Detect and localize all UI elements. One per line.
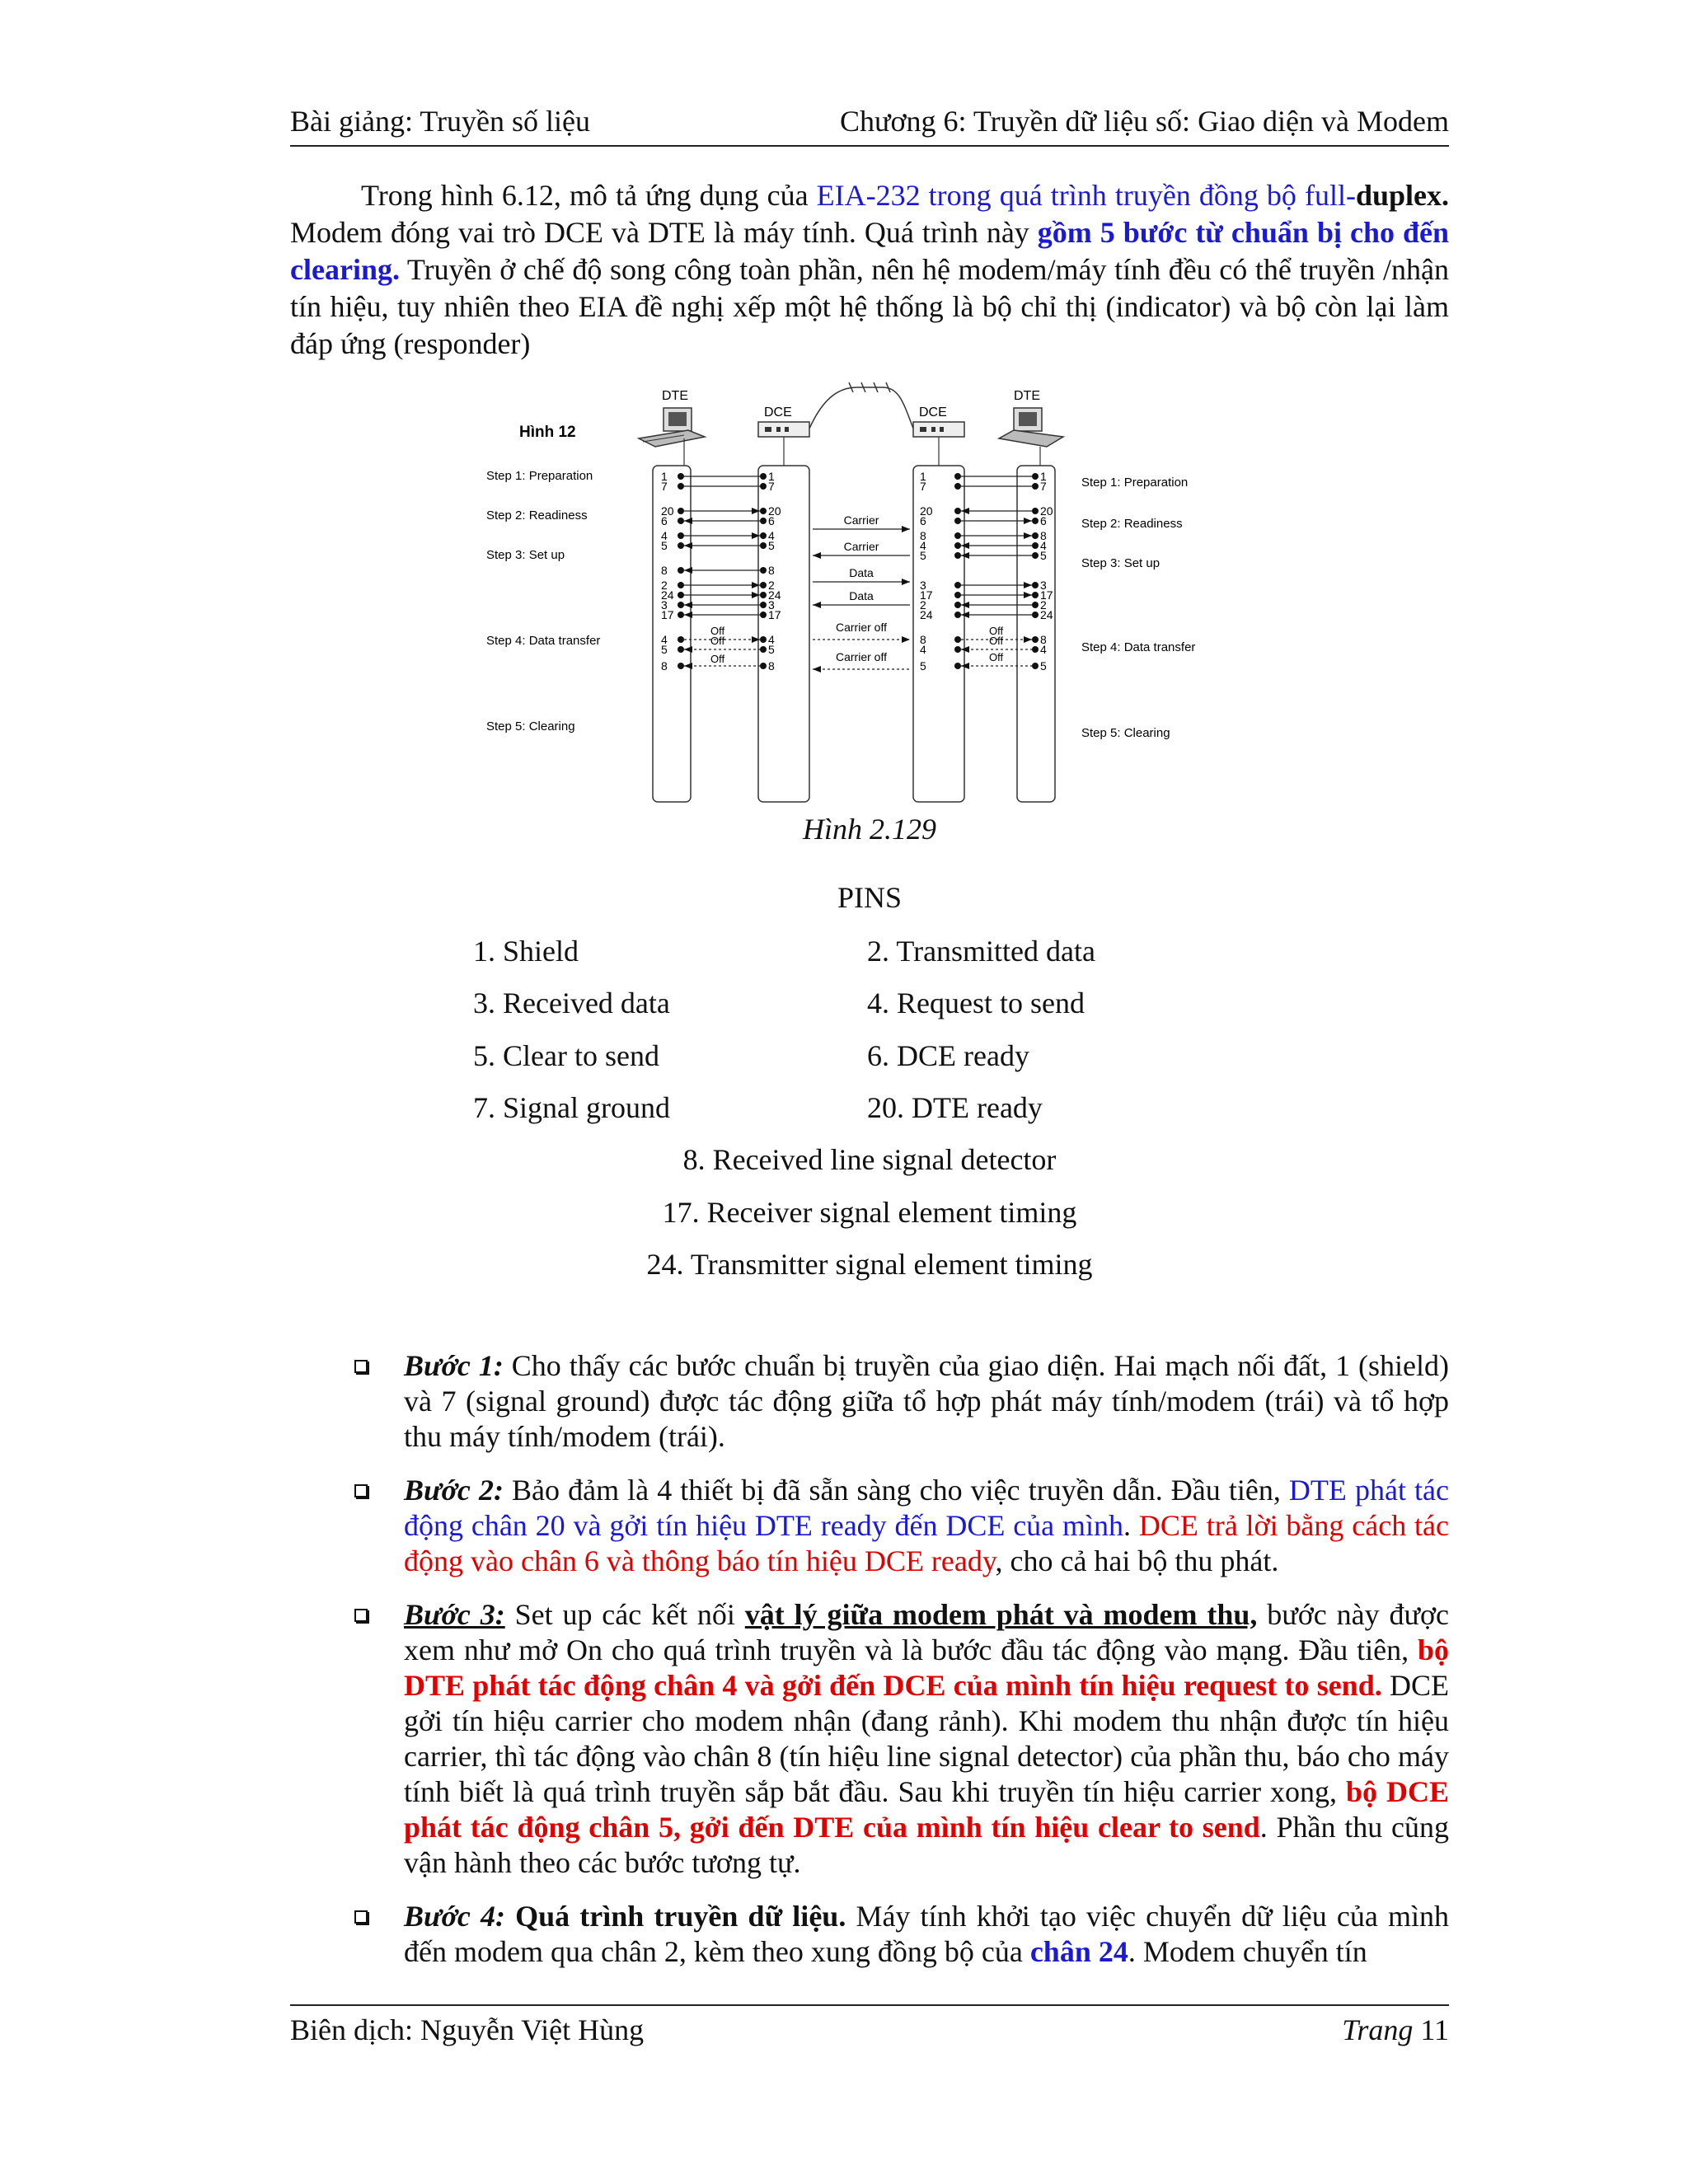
- checkbox-bullet-icon: [354, 1484, 368, 1497]
- arrow-icon: [961, 612, 969, 618]
- dce-right-label: DCE: [919, 405, 947, 419]
- pin-dot: [1032, 508, 1039, 514]
- step-2-text-e: , cho cả hai bộ thu phát.: [995, 1544, 1279, 1577]
- checkbox-bullet-icon: [354, 1910, 368, 1924]
- arrow-icon: [961, 646, 969, 653]
- intro-text-1: Trong hình 6.12, mô tả ứng dụng của: [361, 179, 817, 212]
- pin-label-right: 8: [1040, 633, 1047, 646]
- pin-label-left: 5: [661, 539, 668, 552]
- computer-left-icon: [639, 408, 705, 447]
- pin-label-dce-right: 4: [920, 539, 926, 552]
- pin-label-dce-right: 8: [920, 529, 926, 542]
- pin-8-desc: 8. Received line signal detector: [682, 1143, 1057, 1176]
- pin-dot: [678, 518, 684, 524]
- carrier-label: Carrier off: [836, 621, 887, 634]
- pin-dot: [760, 518, 767, 524]
- footer-page-label: Trang: [1342, 2013, 1414, 2046]
- arrow-icon: [684, 542, 692, 549]
- arrow-icon: [1024, 532, 1032, 539]
- pin-dot: [954, 612, 961, 618]
- intro-text-3: duplex.: [1355, 179, 1450, 212]
- dce-left-connector: [758, 466, 809, 802]
- pin-label-dce-right: 2: [920, 598, 926, 612]
- pin-label-dce-left: 4: [768, 529, 775, 542]
- pin-dot: [760, 542, 767, 549]
- step-2: [354, 1473, 1449, 1579]
- footer-page: [1342, 2013, 1449, 2047]
- carrier-label: Carrier off: [836, 650, 887, 663]
- pin-dot: [954, 542, 961, 549]
- step-4-label: Bước 4:: [404, 1900, 505, 1933]
- arrow-icon: [961, 508, 969, 514]
- pin-dot: [954, 532, 961, 539]
- pin-label-right: 20: [1040, 504, 1053, 518]
- pin-label-dce-right: 3: [920, 579, 926, 592]
- pin-dot: [678, 582, 684, 588]
- arrow-icon: [684, 518, 692, 524]
- pin-7-desc: 7. Signal ground: [473, 1091, 670, 1124]
- arrow-icon: [684, 646, 692, 653]
- modem-left-icon: [758, 422, 809, 437]
- pin-dot: [1032, 518, 1039, 524]
- pin-dot: [954, 646, 961, 653]
- off-label-left: Off: [710, 653, 725, 665]
- pin-dot: [760, 663, 767, 669]
- pin-3-desc: 3. Received data: [473, 987, 670, 1019]
- pin-2-desc: 2. Transmitted data: [867, 935, 1095, 968]
- pin-label-left: 1: [661, 470, 668, 483]
- pin-6-desc: 6. DCE ready: [867, 1039, 1029, 1072]
- pin-label-left: 5: [661, 643, 668, 656]
- step-3-text-d: bộ DTE phát tác động chân 4 và gởi đến DCE của mình tín hiệu request to send.: [404, 1633, 1449, 1702]
- pin-1-desc: 1. Shield: [473, 935, 579, 968]
- modem-right-icon: [913, 422, 964, 437]
- pin-label-dce-right: 6: [920, 514, 926, 527]
- page-header: [290, 99, 1449, 147]
- step-4-text-b: Quá trình truyền dữ liệu.: [515, 1900, 846, 1933]
- step-3-text-g: . Phần thu cũng vận hành theo các bước tương tự.: [404, 1811, 1449, 1879]
- pin-label-right: 3: [1040, 579, 1047, 592]
- arrow-icon: [961, 602, 969, 608]
- arrow-icon: [961, 663, 969, 669]
- pin-dot: [678, 646, 684, 653]
- step-label-right: Step 4: Data transfer: [1081, 640, 1196, 654]
- pin-dot: [954, 582, 961, 588]
- step-1-text: Cho thấy các bước chuẩn bị truyền của giao diện. Hai mạch nối đất, 1 (shield) và 7 (signal ground) được tác động giữa tổ hợp phát máy tính/modem (trái) và tổ hợp thu máy tính/modem (trái).: [404, 1349, 1449, 1453]
- arrow-icon: [1024, 592, 1032, 598]
- step-1: [354, 1348, 1449, 1455]
- pin-dot: [760, 483, 767, 490]
- pin-label-dce-right: 4: [920, 643, 926, 656]
- pin-label-dce-left: 6: [768, 514, 775, 527]
- pin-dot: [678, 483, 684, 490]
- pin-label-right: 4: [1040, 643, 1047, 656]
- pin-dot: [954, 473, 961, 480]
- pin-label-left: 20: [661, 504, 674, 518]
- arrow-icon: [961, 542, 969, 549]
- pin-label-left: 7: [661, 480, 668, 493]
- step-label-right: Step 2: Readiness: [1081, 517, 1183, 531]
- step-4-text-e: . Modem chuyển tín: [1128, 1935, 1367, 1968]
- pin-dot: [954, 483, 961, 490]
- pin-label-left: 17: [661, 608, 674, 621]
- off-label-right: Off: [989, 651, 1004, 663]
- footer-rule: [290, 2004, 1449, 2006]
- pin-label-left: 4: [661, 529, 668, 542]
- step-label-right: Step 5: Clearing: [1081, 726, 1170, 740]
- computer-right-icon: [999, 408, 1063, 447]
- pin-dot: [760, 508, 767, 514]
- pin-dot: [678, 473, 684, 480]
- pin-label-right: 8: [1040, 529, 1047, 542]
- pin-label-left: 6: [661, 514, 668, 527]
- pin-label-left: 8: [661, 564, 668, 577]
- checkbox-bullet-icon: [354, 1609, 368, 1622]
- checkbox-bullet-icon: [354, 1360, 368, 1373]
- pin-label-dce-right: 5: [920, 549, 926, 562]
- carrier-label: Carrier: [843, 513, 879, 527]
- pin-17-desc: 17. Receiver signal element timing: [662, 1196, 1077, 1229]
- arrow-icon: [1024, 582, 1032, 588]
- pin-label-right: 2: [1040, 598, 1047, 612]
- step-3-label: Bước 3:: [404, 1598, 505, 1631]
- step-label-right: Step 3: Set up: [1081, 556, 1160, 570]
- intro-paragraph: [290, 177, 1449, 363]
- step-label-left: Step 3: Set up: [486, 548, 565, 562]
- off-label-left: Off: [710, 635, 725, 647]
- pin-label-left: 8: [661, 659, 668, 673]
- pin-dot: [954, 592, 961, 598]
- pin-dot: [678, 567, 684, 574]
- carrier-label: Data: [849, 589, 874, 602]
- step-label-left: Step 2: Readiness: [486, 509, 588, 523]
- pin-dot: [954, 636, 961, 643]
- arrow-icon: [902, 526, 910, 532]
- pin-label-right: 6: [1040, 514, 1047, 527]
- pin-dot: [1032, 663, 1039, 669]
- step-4-text-c: Máy tính khởi tạo việc chuyển dữ liệu của mình đến modem qua chân 2, kèm theo xung đồng bộ của: [404, 1900, 1449, 1968]
- step-4: [354, 1899, 1449, 1970]
- step-2-text-a: Bảo đảm là 4 thiết bị đã sẵn sàng cho việc truyền dẫn. Đầu tiên,: [503, 1474, 1289, 1507]
- pin-label-dce-left: 8: [768, 659, 775, 673]
- pin-dot: [678, 636, 684, 643]
- pin-dot: [954, 552, 961, 559]
- pin-dot: [760, 636, 767, 643]
- dce-left-label: DCE: [764, 405, 792, 419]
- pin-dot: [760, 532, 767, 539]
- pin-label-left: 4: [661, 633, 668, 646]
- step-3-text-f: bộ DCE phát tác động chân 5, gởi đến DTE của mình tín hiệu clear to send: [404, 1775, 1450, 1844]
- intro-text-2: EIA-232 trong quá trình truyền đồng bộ full-: [816, 179, 1356, 212]
- step-3-text-c: bước này được xem như mở On cho quá trình truyền và là bước đầu tác động vào mạng. Đầu tiên,: [404, 1598, 1450, 1666]
- intro-text-6: Truyền ở chế độ song công toàn phần, nên hệ modem/máy tính đều có thể truyền /nhận tín hiệu, tuy nhiên theo EIA đề nghị xếp một hệ thống là bộ chỉ thị (indicator) và bộ còn lại làm đáp ứng (responder): [290, 253, 1449, 360]
- pin-dot: [954, 602, 961, 608]
- step-3-text-a: Set up các kết nối: [504, 1598, 745, 1631]
- pin-dot: [1032, 483, 1039, 490]
- header-course: Bài giảng: Truyền số liệu: [290, 105, 591, 138]
- arrow-icon: [902, 579, 910, 585]
- pin-label-right: 5: [1040, 659, 1047, 673]
- step-4-text-a: [505, 1900, 515, 1933]
- pin-dot: [678, 532, 684, 539]
- pin-dot: [760, 567, 767, 574]
- pin-label-dce-left: 24: [768, 588, 781, 602]
- pin-dot: [954, 508, 961, 514]
- pin-dot: [760, 473, 767, 480]
- step-label-left: Step 1: Preparation: [486, 469, 593, 483]
- pin-label-dce-left: 7: [768, 480, 775, 493]
- figure-title: Hình 12: [519, 424, 576, 441]
- step-label-right: Step 1: Preparation: [1081, 476, 1189, 490]
- pin-dot: [678, 592, 684, 598]
- off-label-right: Off: [989, 625, 1004, 637]
- arrow-icon: [1024, 636, 1032, 643]
- arrow-icon: [1024, 518, 1032, 524]
- pin-label-dce-left: 5: [768, 539, 775, 552]
- pin-5-desc: 5. Clear to send: [473, 1039, 659, 1072]
- pin-label-right: 24: [1040, 608, 1053, 621]
- pin-label-dce-left: 8: [768, 564, 775, 577]
- pin-20-desc: 20. DTE ready: [867, 1091, 1043, 1124]
- pin-dot: [760, 592, 767, 598]
- pin-label-right: 17: [1040, 588, 1053, 602]
- arrow-icon: [902, 636, 910, 643]
- pin-label-dce-right: 1: [920, 470, 926, 483]
- pin-label-dce-right: 8: [920, 633, 926, 646]
- intro-text-4: Modem đóng vai trò DCE và DTE là máy tính. Quá trình này: [290, 216, 1038, 249]
- pin-label-right: 4: [1040, 539, 1047, 552]
- pin-dot: [760, 602, 767, 608]
- pin-label-dce-right: 20: [920, 504, 933, 518]
- pin-label-dce-right: 7: [920, 480, 926, 493]
- intro-text-5: gồm 5 bước từ chuẩn bị cho đến clearing.: [290, 216, 1449, 286]
- pin-4-desc: 4. Request to send: [867, 987, 1085, 1019]
- figure-caption: Hình 2.129: [803, 813, 936, 846]
- pin-dot: [760, 646, 767, 653]
- step-2-text-d: DCE trả lời bằng cách tác động vào chân 6 và thông báo tín hiệu DCE ready: [404, 1509, 1450, 1577]
- arrow-icon: [813, 602, 821, 608]
- pin-label-dce-left: 3: [768, 598, 775, 612]
- pin-dot: [1032, 612, 1039, 618]
- arrow-icon: [684, 663, 692, 669]
- dte-left-label: DTE: [662, 389, 688, 403]
- carrier-label: Data: [849, 566, 874, 579]
- pin-dot: [678, 542, 684, 549]
- step-1-label: Bước 1:: [404, 1349, 504, 1382]
- diagram-signals: [486, 469, 1195, 740]
- footer-page-number: 11: [1420, 2013, 1449, 2046]
- pin-label-dce-left: 17: [768, 608, 781, 621]
- network-line: [809, 387, 913, 429]
- pin-label-dce-right: 5: [920, 659, 926, 673]
- pin-dot: [1032, 542, 1039, 549]
- pin-label-right: 1: [1040, 470, 1047, 483]
- arrow-icon: [684, 612, 692, 618]
- dte-right-label: DTE: [1014, 389, 1040, 403]
- pin-dot: [954, 663, 961, 669]
- pin-dot: [1032, 473, 1039, 480]
- pin-label-left: 24: [661, 588, 674, 602]
- header-chapter: Chương 6: Truyền dữ liệu số: Giao diện và Modem: [839, 105, 1449, 138]
- step-label-left: Step 5: Clearing: [486, 719, 575, 733]
- pin-24-desc: 24. Transmitter signal element timing: [646, 1248, 1093, 1281]
- pin-dot: [954, 518, 961, 524]
- step-3: [354, 1597, 1449, 1881]
- pin-dot: [760, 582, 767, 588]
- off-label-left: Off: [710, 625, 725, 637]
- pin-dot: [678, 612, 684, 618]
- pin-label-dce-left: 2: [768, 579, 775, 592]
- pin-dot: [678, 663, 684, 669]
- arrow-icon: [961, 552, 969, 559]
- arrow-icon: [813, 666, 821, 673]
- pin-label-dce-left: 1: [768, 470, 775, 483]
- footer-translator: Biên dịch: Nguyễn Việt Hùng: [290, 2013, 645, 2046]
- pin-dot: [1032, 582, 1039, 588]
- step-3-text-b: vật lý giữa modem phát và modem thu,: [744, 1598, 1258, 1631]
- pin-dot: [1032, 592, 1039, 598]
- step-list: [354, 1348, 1449, 1988]
- step-2-text-c: .: [1123, 1509, 1139, 1542]
- arrow-icon: [813, 552, 821, 559]
- arrow-icon: [684, 602, 692, 608]
- pin-dot: [760, 612, 767, 618]
- carrier-label: Carrier: [843, 540, 879, 553]
- pin-dot: [678, 508, 684, 514]
- step-3-text-e: DCE gởi tín hiệu carrier cho modem nhận (đang rảnh). Khi modem thu nhận được tín hiệu carrier, thì tác động vào chân 8 (tín hiệu line signal detector) của phần thu, báo cho máy tính biết là quá trình truyền sắp bắt đầu. Sau khi truyền tín hiệu carrier xong,: [404, 1669, 1450, 1808]
- pin-label-dce-right: 17: [920, 588, 933, 602]
- pin-label-dce-right: 24: [920, 608, 933, 621]
- step-4-text-d: chân 24: [1029, 1935, 1128, 1968]
- pin-dot: [1032, 552, 1039, 559]
- pin-dot: [1032, 532, 1039, 539]
- pin-dot: [1032, 646, 1039, 653]
- step-label-left: Step 4: Data transfer: [486, 634, 601, 648]
- pin-dot: [678, 602, 684, 608]
- step-2-text-b: DTE phát tác động chân 20 và gởi tín hiệu DTE ready đến DCE của mình: [404, 1474, 1449, 1542]
- pins-title: PINS: [837, 881, 903, 914]
- pin-label-left: 2: [661, 579, 668, 592]
- pin-label-dce-left: 20: [768, 504, 781, 518]
- pin-dot: [1032, 602, 1039, 608]
- pin-label-right: 5: [1040, 549, 1047, 562]
- pin-label-right: 7: [1040, 480, 1047, 493]
- pin-dot: [1032, 636, 1039, 643]
- pin-label-left: 3: [661, 598, 668, 612]
- off-label-right: Off: [989, 635, 1004, 647]
- arrow-icon: [684, 567, 692, 574]
- pin-label-dce-left: 5: [768, 643, 775, 656]
- eia232-diagram: [486, 379, 1253, 808]
- pin-label-dce-left: 4: [768, 633, 775, 646]
- eia232-figure: [486, 379, 1253, 808]
- step-2-label: Bước 2:: [404, 1474, 504, 1507]
